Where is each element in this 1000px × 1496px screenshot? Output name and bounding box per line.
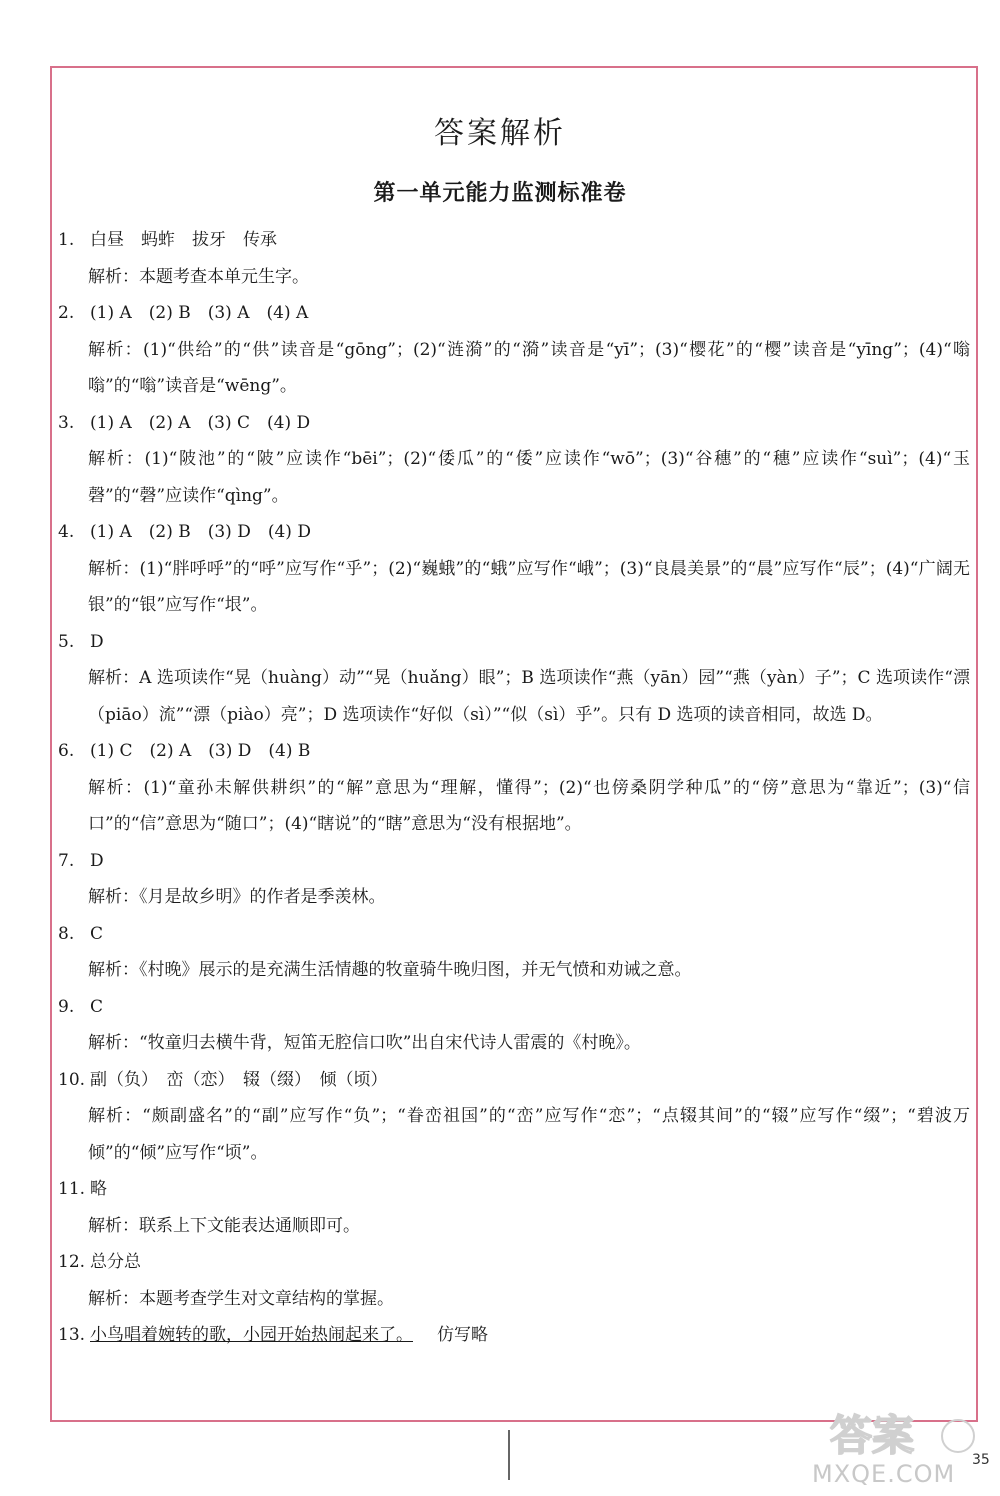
list-item [58, 916, 970, 989]
item-note: 仿写略 [437, 1325, 488, 1345]
page-title: 答案解析 [434, 116, 566, 151]
item-answer: (1) C (2) A (3) D (4) B [90, 741, 311, 761]
item-analysis: 解析：《村晚》展示的是充满生活情趣的牧童骑牛晚归图，并无气愤和劝诫之意。 [88, 960, 692, 980]
item-number: 12. [58, 1252, 86, 1272]
item-number: 5. [58, 631, 75, 652]
item-number: 8. [58, 923, 75, 944]
list-item [58, 222, 970, 295]
item-answer: 小鸟唱着婉转的歌，小园开始热闹起来了。 [90, 1325, 413, 1345]
list-item [58, 295, 970, 405]
item-answer: C [90, 923, 104, 944]
scan-mark [508, 1430, 510, 1480]
item-number: 6. [58, 741, 75, 761]
item-number: 7. [58, 850, 75, 871]
item-answer: C [90, 996, 104, 1017]
item-analysis: 解析：(1)“供给”的“供”读音是“gōng”；(2)“涟漪”的“漪”读音是“yī”；(3)“樱花”的“樱”读音是“yīng”；(4)“嗡嗡”的“嗡”读音是“wēng”。 [88, 339, 970, 396]
item-analysis: 解析：“牧童归去横牛背，短笛无腔信口吹”出自宋代诗人雷震的《村晚》。 [88, 1033, 641, 1053]
list-item [58, 1171, 970, 1244]
item-number: 10. [58, 1069, 86, 1090]
answer-list [58, 222, 970, 1354]
page-number: 35 [972, 1452, 990, 1468]
item-answer: (1) A (2) A (3) C (4) D [90, 412, 311, 433]
item-number: 4. [58, 522, 75, 542]
item-number: 1. [58, 230, 75, 250]
list-item [58, 1244, 970, 1317]
item-analysis: 解析：(1)“陂池”的“陂”应读作“bēi”；(2)“倭瓜”的“倭”应读作“wō”；(3)“谷穗”的“穗”应读作“suì”；(4)“玉磬”的“磬”应读作“qìng”。 [88, 449, 970, 506]
section-title: 第一单元能力监测标准卷 [373, 180, 627, 206]
item-analysis: 解析：《月是故乡明》的作者是季羡林。 [88, 887, 386, 907]
item-answer: 总分总 [90, 1252, 141, 1272]
item-analysis: 解析：联系上下文能表达通顺即可。 [88, 1215, 360, 1236]
list-item [58, 405, 970, 515]
item-analysis: 解析：本题考查学生对文章结构的掌握。 [88, 1288, 394, 1309]
item-analysis: 解析：A 选项读作“晃（huàng）动”“晃（huǎng）眼”；B 选项读作“燕（yān）园”“燕（yàn）子”；C 选项读作“漂（piāo）流”“漂（piào）亮”；D 选项读作“好似（sì）”“似（sì）乎”。只有 D 选项的读音相同，故选 D。 [88, 668, 970, 725]
item-analysis: 解析：“颇副盛名”的“副”应写作“负”；“眷峦祖国”的“峦”应写作“恋”；“点辍其间”的“辍”应写作“缀”；“碧波万倾”的“倾”应写作“顷”。 [88, 1106, 970, 1163]
item-analysis: 解析：(1)“童孙未解供耕织”的“解”意思为“理解，懂得”；(2)“也傍桑阴学种瓜”的“傍”意思为“靠近”；(3)“信口”的“信”意思为“随口”；(4)“瞎说”的“瞎”意思为“没有根据地”。 [88, 777, 970, 834]
svg-text:答案: 答案 [830, 1411, 915, 1460]
item-answer: D [90, 631, 104, 652]
list-item [58, 624, 970, 734]
list-item [58, 843, 970, 916]
item-answer: 副（负） 峦（恋） 辍（缀） 倾（顷） [90, 1069, 388, 1090]
item-analysis: 解析：本题考查本单元生字。 [88, 266, 309, 287]
item-number: 2. [58, 303, 75, 323]
list-item [58, 989, 970, 1062]
item-answer: (1) A (2) B (3) A (4) A [90, 303, 309, 323]
item-number: 11. [58, 1179, 86, 1199]
item-answer: D [90, 850, 104, 871]
item-number: 13. [58, 1325, 86, 1345]
item-answer: (1) A (2) B (3) D (4) D [90, 522, 311, 542]
item-analysis: 解析：(1)“胖呼呼”的“呼”应写作“乎”；(2)“巍蛾”的“蛾”应写作“峨”；(3)“良晨美景”的“晨”应写作“辰”；(4)“广阔无银”的“银”应写作“垠”。 [88, 558, 970, 615]
list-item [58, 1062, 970, 1172]
list-item [58, 733, 970, 843]
item-number: 9. [58, 996, 75, 1017]
item-number: 3. [58, 412, 75, 433]
item-answer: 略 [90, 1179, 107, 1199]
watermark-text: MXQE.COM [812, 1460, 956, 1488]
list-item [58, 1317, 970, 1354]
list-item [58, 514, 970, 624]
item-answer: 白昼 蚂蚱 拔牙 传承 [90, 230, 277, 250]
